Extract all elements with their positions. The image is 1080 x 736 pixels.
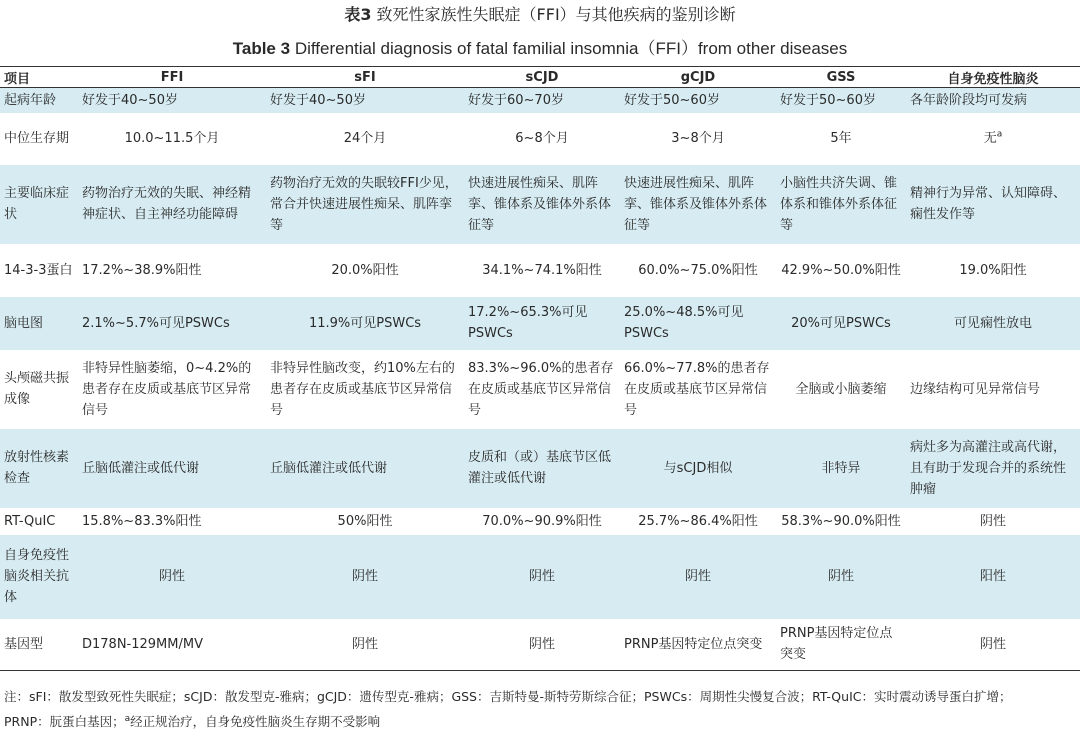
differential-diagnosis-table xyxy=(0,66,1080,671)
table-cell: 阴性 xyxy=(906,619,1080,671)
table-row xyxy=(0,297,1080,350)
table-cell: 可见痫性放电 xyxy=(906,297,1080,350)
table-cell: 11.9%可见PSWCs xyxy=(266,297,464,350)
table-cell: 阴性 xyxy=(266,535,464,619)
table-cell: 20.0%阳性 xyxy=(331,262,399,278)
table-cell: 与sCJD相似 xyxy=(620,429,776,508)
table-cell: 非特异性脑改变，约10%左右的患者存在皮质或基底节区异常信号 xyxy=(270,360,455,418)
table-cell: 17.2%~65.3%可见PSWCs xyxy=(464,297,620,350)
row-label: 自身免疫性脑炎相关抗体 xyxy=(0,535,78,619)
table-cell: 药物治疗无效的失眠较FFI少见，常合并快速进展性痴呆、肌阵挛等 xyxy=(266,165,464,244)
table-cell: 阴性 xyxy=(266,619,464,671)
table-cell: 病灶多为高灌注或高代谢，且有助于发现合并的系统性肿瘤 xyxy=(906,429,1080,508)
table-cell: 药物治疗无效的失眠、神经精神症状、自主神经功能障碍 xyxy=(78,165,266,244)
table-cell: 2.1%~5.7%可见PSWCs xyxy=(78,297,266,350)
table-footnote xyxy=(4,684,1078,734)
row-label: 头颅磁共振成像 xyxy=(4,371,70,407)
table-row xyxy=(0,244,1080,297)
table-cell: 25.0%~48.5%可见PSWCs xyxy=(620,297,776,350)
table-cell: 非特异性脑萎缩，0~4.2%的患者存在皮质或基底节区异常信号 xyxy=(82,360,252,418)
table-cell xyxy=(906,113,1080,165)
table-cell: 3~8个月 xyxy=(671,131,725,146)
table-cell: 丘脑低灌注或低代谢 xyxy=(266,429,464,508)
table-cell: 15.8%~83.3%阳性 xyxy=(82,513,202,529)
table-row xyxy=(0,113,1080,165)
table-cell: 阴性 xyxy=(464,535,620,619)
table-title-cn xyxy=(0,2,1080,28)
table-cell: 50%阳性 xyxy=(337,513,393,529)
table-row xyxy=(0,535,1080,619)
table-cell: 42.9%~50.0%阳性 xyxy=(781,262,901,278)
row-label: 基因型 xyxy=(0,619,78,671)
cell-text: 无 xyxy=(983,131,997,146)
table-row xyxy=(0,508,1080,535)
header-gss: GSS xyxy=(776,67,906,88)
row-label: 起病年龄 xyxy=(0,88,78,113)
table-row xyxy=(0,88,1080,113)
header-ffi: FFI xyxy=(78,67,266,88)
table-cell: 好发于40~50岁 xyxy=(78,88,266,113)
footnote-line-1: 注：sFI：散发型致死性失眠症；sCJD：散发型克-雅病；gCJD：遗传型克-雅病；GSS：吉斯特曼-斯特劳斯综合征；PSWCs：周期性尖慢复合波；RT-QuIC：实时震动诱导蛋白扩增； xyxy=(4,689,1012,704)
row-label: 14-3-3蛋白 xyxy=(4,262,73,278)
table-cell: 好发于60~70岁 xyxy=(464,88,620,113)
table-cell: 83.3%~96.0%的患者存在皮质或基底节区异常信号 xyxy=(468,360,614,418)
footnote-a-text: 经正规治疗，自身免疫性脑炎生存期不受影响 xyxy=(130,714,381,729)
table-cell: 各年龄阶段均可发病 xyxy=(906,88,1080,113)
table-cell: 19.0%阳性 xyxy=(959,262,1027,278)
table-cell: 快速进展性痴呆、肌阵挛、锥体系及锥体外系体征等 xyxy=(620,165,776,244)
table-cell: 阴性 xyxy=(78,535,266,619)
row-label: 脑电图 xyxy=(0,297,78,350)
row-label: 主要临床症状 xyxy=(0,165,78,244)
table-row xyxy=(0,429,1080,508)
table-cell: PRNP基因特定位点突变 xyxy=(620,619,776,671)
table-cell: 好发于50~60岁 xyxy=(776,88,906,113)
footnote-prnp: PRNP：朊蛋白基因； xyxy=(4,714,125,729)
table-cell: 66.0%~77.8%的患者存在皮质或基底节区异常信号 xyxy=(624,360,770,418)
table-cell: 阴性 xyxy=(776,535,906,619)
footnote-line-2 xyxy=(4,709,1078,734)
table-caption-cn: 致死性家族性失眠症（FFI）与其他疾病的鉴别诊断 xyxy=(376,5,736,24)
table-cell: 阴性 xyxy=(979,513,1006,529)
table-cell: 小脑性共济失调、锥体系和锥体外系体征等 xyxy=(776,165,906,244)
table-header-row xyxy=(0,67,1080,88)
footnote-marker: a xyxy=(996,129,1003,140)
table-cell: 皮质和（或）基底节区低灌注或低代谢 xyxy=(464,429,620,508)
table-cell: 70.0%~90.9%阳性 xyxy=(482,513,602,529)
header-autoimmune: 自身免疫性脑炎 xyxy=(906,67,1080,88)
table-row xyxy=(0,165,1080,244)
table-number-en: Table 3 xyxy=(232,39,291,58)
header-gcjd: gCJD xyxy=(620,67,776,88)
row-label: 放射性核素检查 xyxy=(0,429,78,508)
table-cell: D178N-129MM/MV xyxy=(78,619,266,671)
table-cell: 10.0~11.5个月 xyxy=(124,131,220,146)
table-caption-en: Differential diagnosis of fatal familial insomnia（FFI）from other diseases xyxy=(294,39,848,58)
header-scjd: sCJD xyxy=(464,67,620,88)
table-cell: 5年 xyxy=(830,131,852,146)
table-cell: 阴性 xyxy=(464,619,620,671)
table-cell: 24个月 xyxy=(343,131,387,146)
table-cell: 非特异 xyxy=(776,429,906,508)
table-row xyxy=(0,350,1080,429)
table-title-en xyxy=(0,36,1080,62)
table-cell: 好发于50~60岁 xyxy=(620,88,776,113)
table-cell: 20%可见PSWCs xyxy=(776,297,906,350)
table-cell: 58.3%~90.0%阳性 xyxy=(781,513,901,529)
table-cell: 快速进展性痴呆、肌阵挛、锥体系及锥体外系体征等 xyxy=(464,165,620,244)
table-cell: 阳性 xyxy=(906,535,1080,619)
table-cell: 边缘结构可见异常信号 xyxy=(910,381,1041,397)
table-cell: 好发于40~50岁 xyxy=(266,88,464,113)
table-cell: 34.1%~74.1%阳性 xyxy=(482,262,602,278)
table-cell: PRNP基因特定位点突变 xyxy=(776,619,906,671)
table-cell: 6~8个月 xyxy=(515,131,569,146)
header-item: 项目 xyxy=(0,67,78,88)
table-cell: 阴性 xyxy=(620,535,776,619)
table-row xyxy=(0,619,1080,671)
row-label: 中位生存期 xyxy=(4,131,70,146)
table-cell: 60.0%~75.0%阳性 xyxy=(638,262,758,278)
table-cell: 丘脑低灌注或低代谢 xyxy=(78,429,266,508)
table-number-cn: 表3 xyxy=(344,5,372,24)
table-cell: 精神行为异常、认知障碍、痫性发作等 xyxy=(906,165,1080,244)
table-cell: 25.7%~86.4%阳性 xyxy=(638,513,758,529)
header-sfi: sFI xyxy=(266,67,464,88)
table-cell: 全脑或小脑萎缩 xyxy=(795,381,887,397)
table-cell: 17.2%~38.9%阳性 xyxy=(82,262,202,278)
row-label: RT-QuIC xyxy=(4,513,56,529)
footnote-marker: a xyxy=(124,713,131,724)
